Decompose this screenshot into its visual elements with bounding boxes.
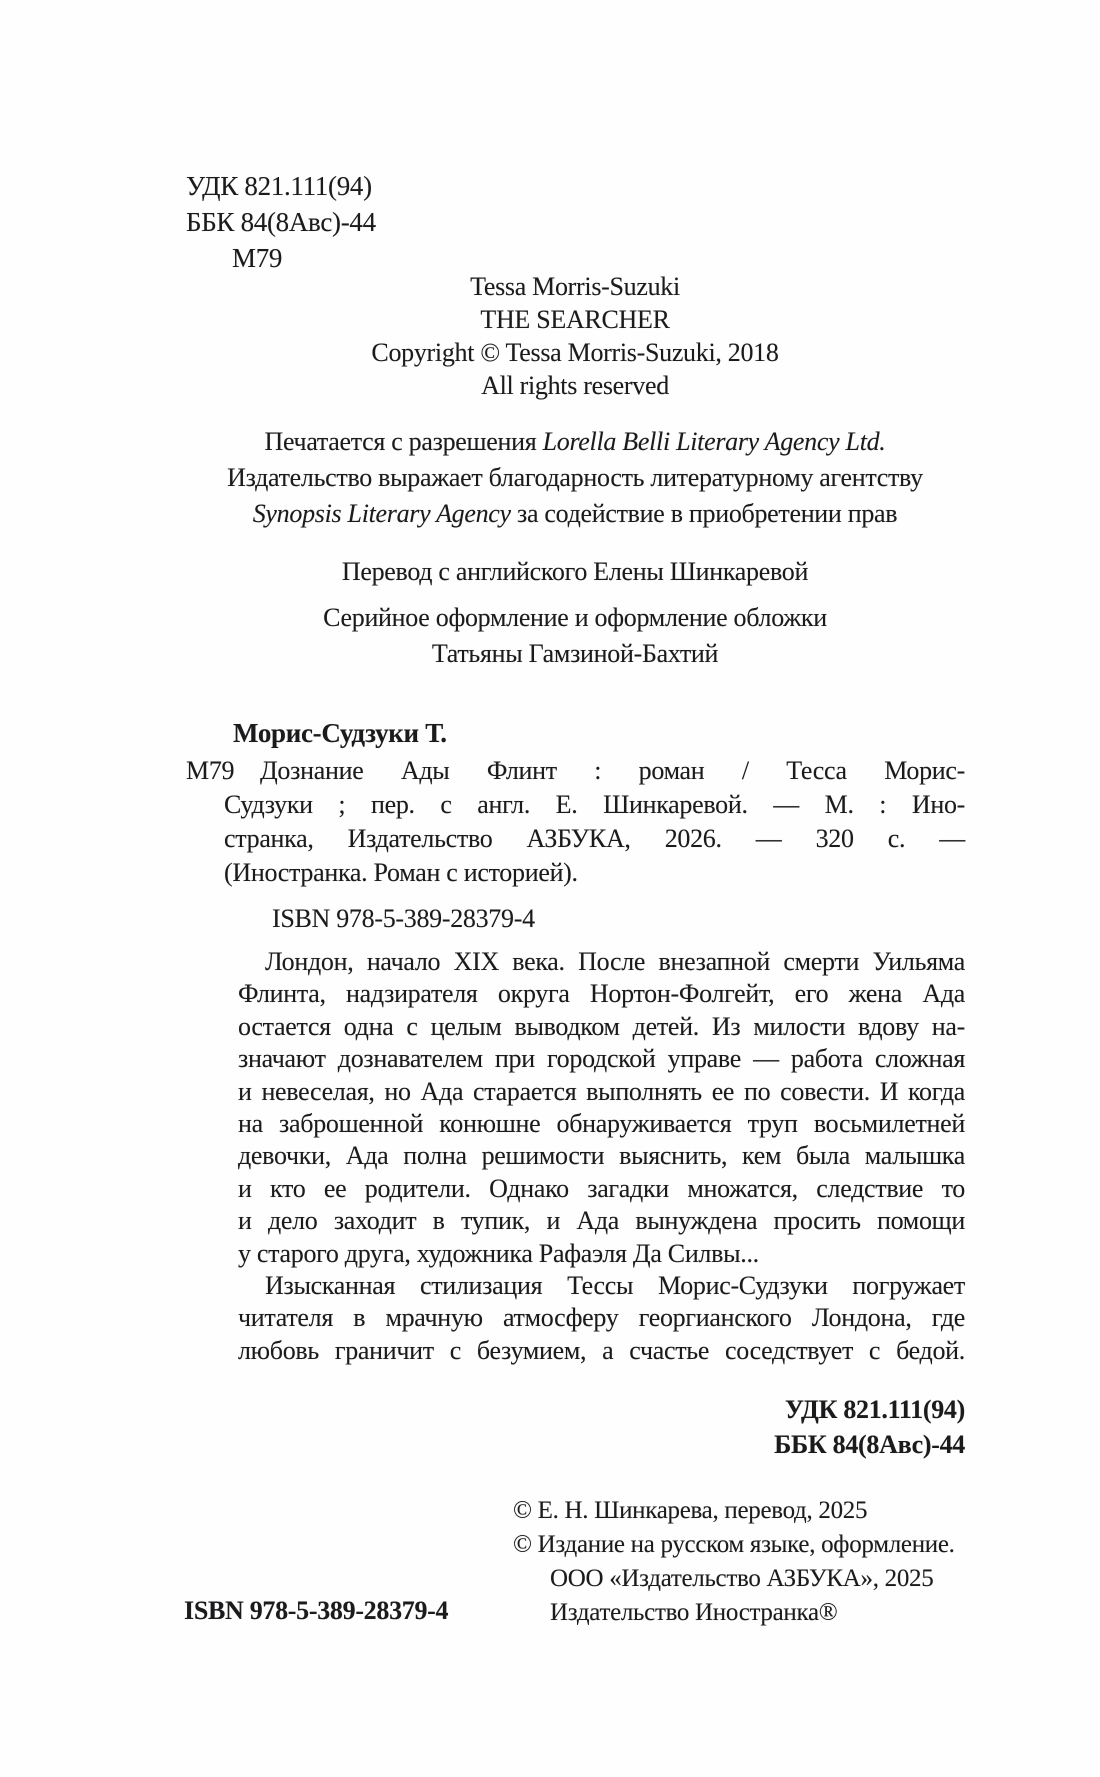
udc-bottom: УДК 821.111(94)	[784, 1395, 965, 1424]
agency-name-synopsis: Synopsis Literary Agency	[252, 499, 511, 528]
annotation-line: Изысканная стилизация Тессы Морис-Судзуки погружает	[265, 1271, 965, 1301]
isbn-catalog: ISBN 978-5-389-28379-4	[272, 904, 535, 933]
catalog-line	[186, 754, 965, 788]
annotation-line: и дело заходит в тупик, и Ада вынуждена просить помощи	[238, 1206, 965, 1236]
bbk-bottom: ББК 84(8Авс)-44	[774, 1430, 965, 1459]
annotation-line: любовь граничит с безумием, а счастье соседствует с бедой.	[238, 1335, 965, 1365]
copyright-edition: © Издание на русском языке, оформление.	[513, 1531, 955, 1558]
original-title-block	[185, 270, 965, 402]
annotation-line: у старого друга, художника Рафаэля Да Силвы...	[238, 1238, 759, 1268]
permission-line-3	[185, 496, 965, 532]
agency-name-lorella-belli: Lorella Belli Literary Agency Ltd.	[542, 427, 886, 456]
author-sign-top: М79	[232, 243, 283, 273]
annotation-line: значают дознавателем при городской управе — работа сложная	[238, 1044, 965, 1074]
annotation-line: и кто ее родители. Однако загадки множатся, следствие то	[238, 1173, 965, 1203]
catalog-line: Судзуки ; пер. с англ. Е. Шинкаревой. — М. : Ино-	[224, 790, 965, 819]
bbk-top: ББК 84(8Авс)-44	[186, 207, 376, 237]
permission-line-1	[185, 424, 965, 460]
annotation-line: на заброшенной конюшне обнаруживается труп восьмилетней	[238, 1109, 965, 1139]
design-credit-block	[185, 600, 965, 672]
udc-top: УДК 821.111(94)	[186, 171, 372, 201]
copyright-translator: © Е. Н. Шинкарева, перевод, 2025	[513, 1497, 868, 1524]
design-credit-line-1: Серийное оформление и оформление обложки	[323, 603, 827, 632]
design-credit-line-2: Татьяны Гамзиной-Бахтий	[431, 639, 719, 668]
annotation-line: остается одна с целым выводком детей. Из милости вдову на-	[238, 1011, 965, 1041]
original-author: Tessa Morris-Suzuki	[470, 272, 680, 301]
annotation-line: Флинта, надзирателя округа Нортон-Фолгейт, его жена Ада	[238, 979, 965, 1009]
annotation-line: девочки, Ада полна решимости выяснить, кем была малышка	[238, 1141, 965, 1171]
annotation-line: и невеселая, но Ада старается выполнять ее по совести. И когда	[238, 1076, 965, 1106]
copyright-block	[513, 1494, 955, 1630]
permission-block	[185, 424, 965, 532]
catalog-line: странка, Издательство АЗБУКА, 2026. — 320 с. —	[224, 824, 965, 853]
isbn-bottom: ISBN 978-5-389-28379-4	[184, 1596, 449, 1625]
original-title: THE SEARCHER	[480, 305, 670, 334]
copyright-publisher: ООО «Издательство АЗБУКА», 2025	[550, 1565, 934, 1592]
translation-credit: Перевод с английского Елены Шинкаревой	[341, 557, 809, 586]
original-copyright: Copyright © Tessa Morris-Suzuki, 2018	[371, 338, 779, 367]
annotation-block	[238, 946, 965, 1367]
original-rights: All rights reserved	[481, 371, 669, 400]
copyright-imprint: Издательство Иностранка®	[550, 1599, 838, 1626]
author-sign-catalog: М79	[186, 756, 235, 785]
catalog-line-text: Дознание Ады Флинт : роман / Тесса Морис-	[260, 756, 965, 785]
catalog-author-heading: Морис-Судзуки Т.	[233, 718, 447, 748]
annotation-line: читателя в мрачную атмосферу георгианского Лондона, где	[238, 1303, 965, 1333]
bottom-codes-block	[774, 1392, 965, 1462]
top-codes-block	[186, 168, 376, 276]
catalog-line: (Иностранка. Роман с историей).	[224, 858, 578, 887]
catalog-record	[186, 754, 965, 890]
permission-line-1-text: Печатается с разрешения	[264, 427, 543, 456]
permission-line-2: Издательство выражает благодарность литературному агентству	[227, 463, 923, 492]
permission-line-3-text: за содействие в приобретении прав	[510, 499, 898, 528]
annotation-line: Лондон, начало XIX века. После внезапной смерти Уильяма	[265, 947, 965, 976]
